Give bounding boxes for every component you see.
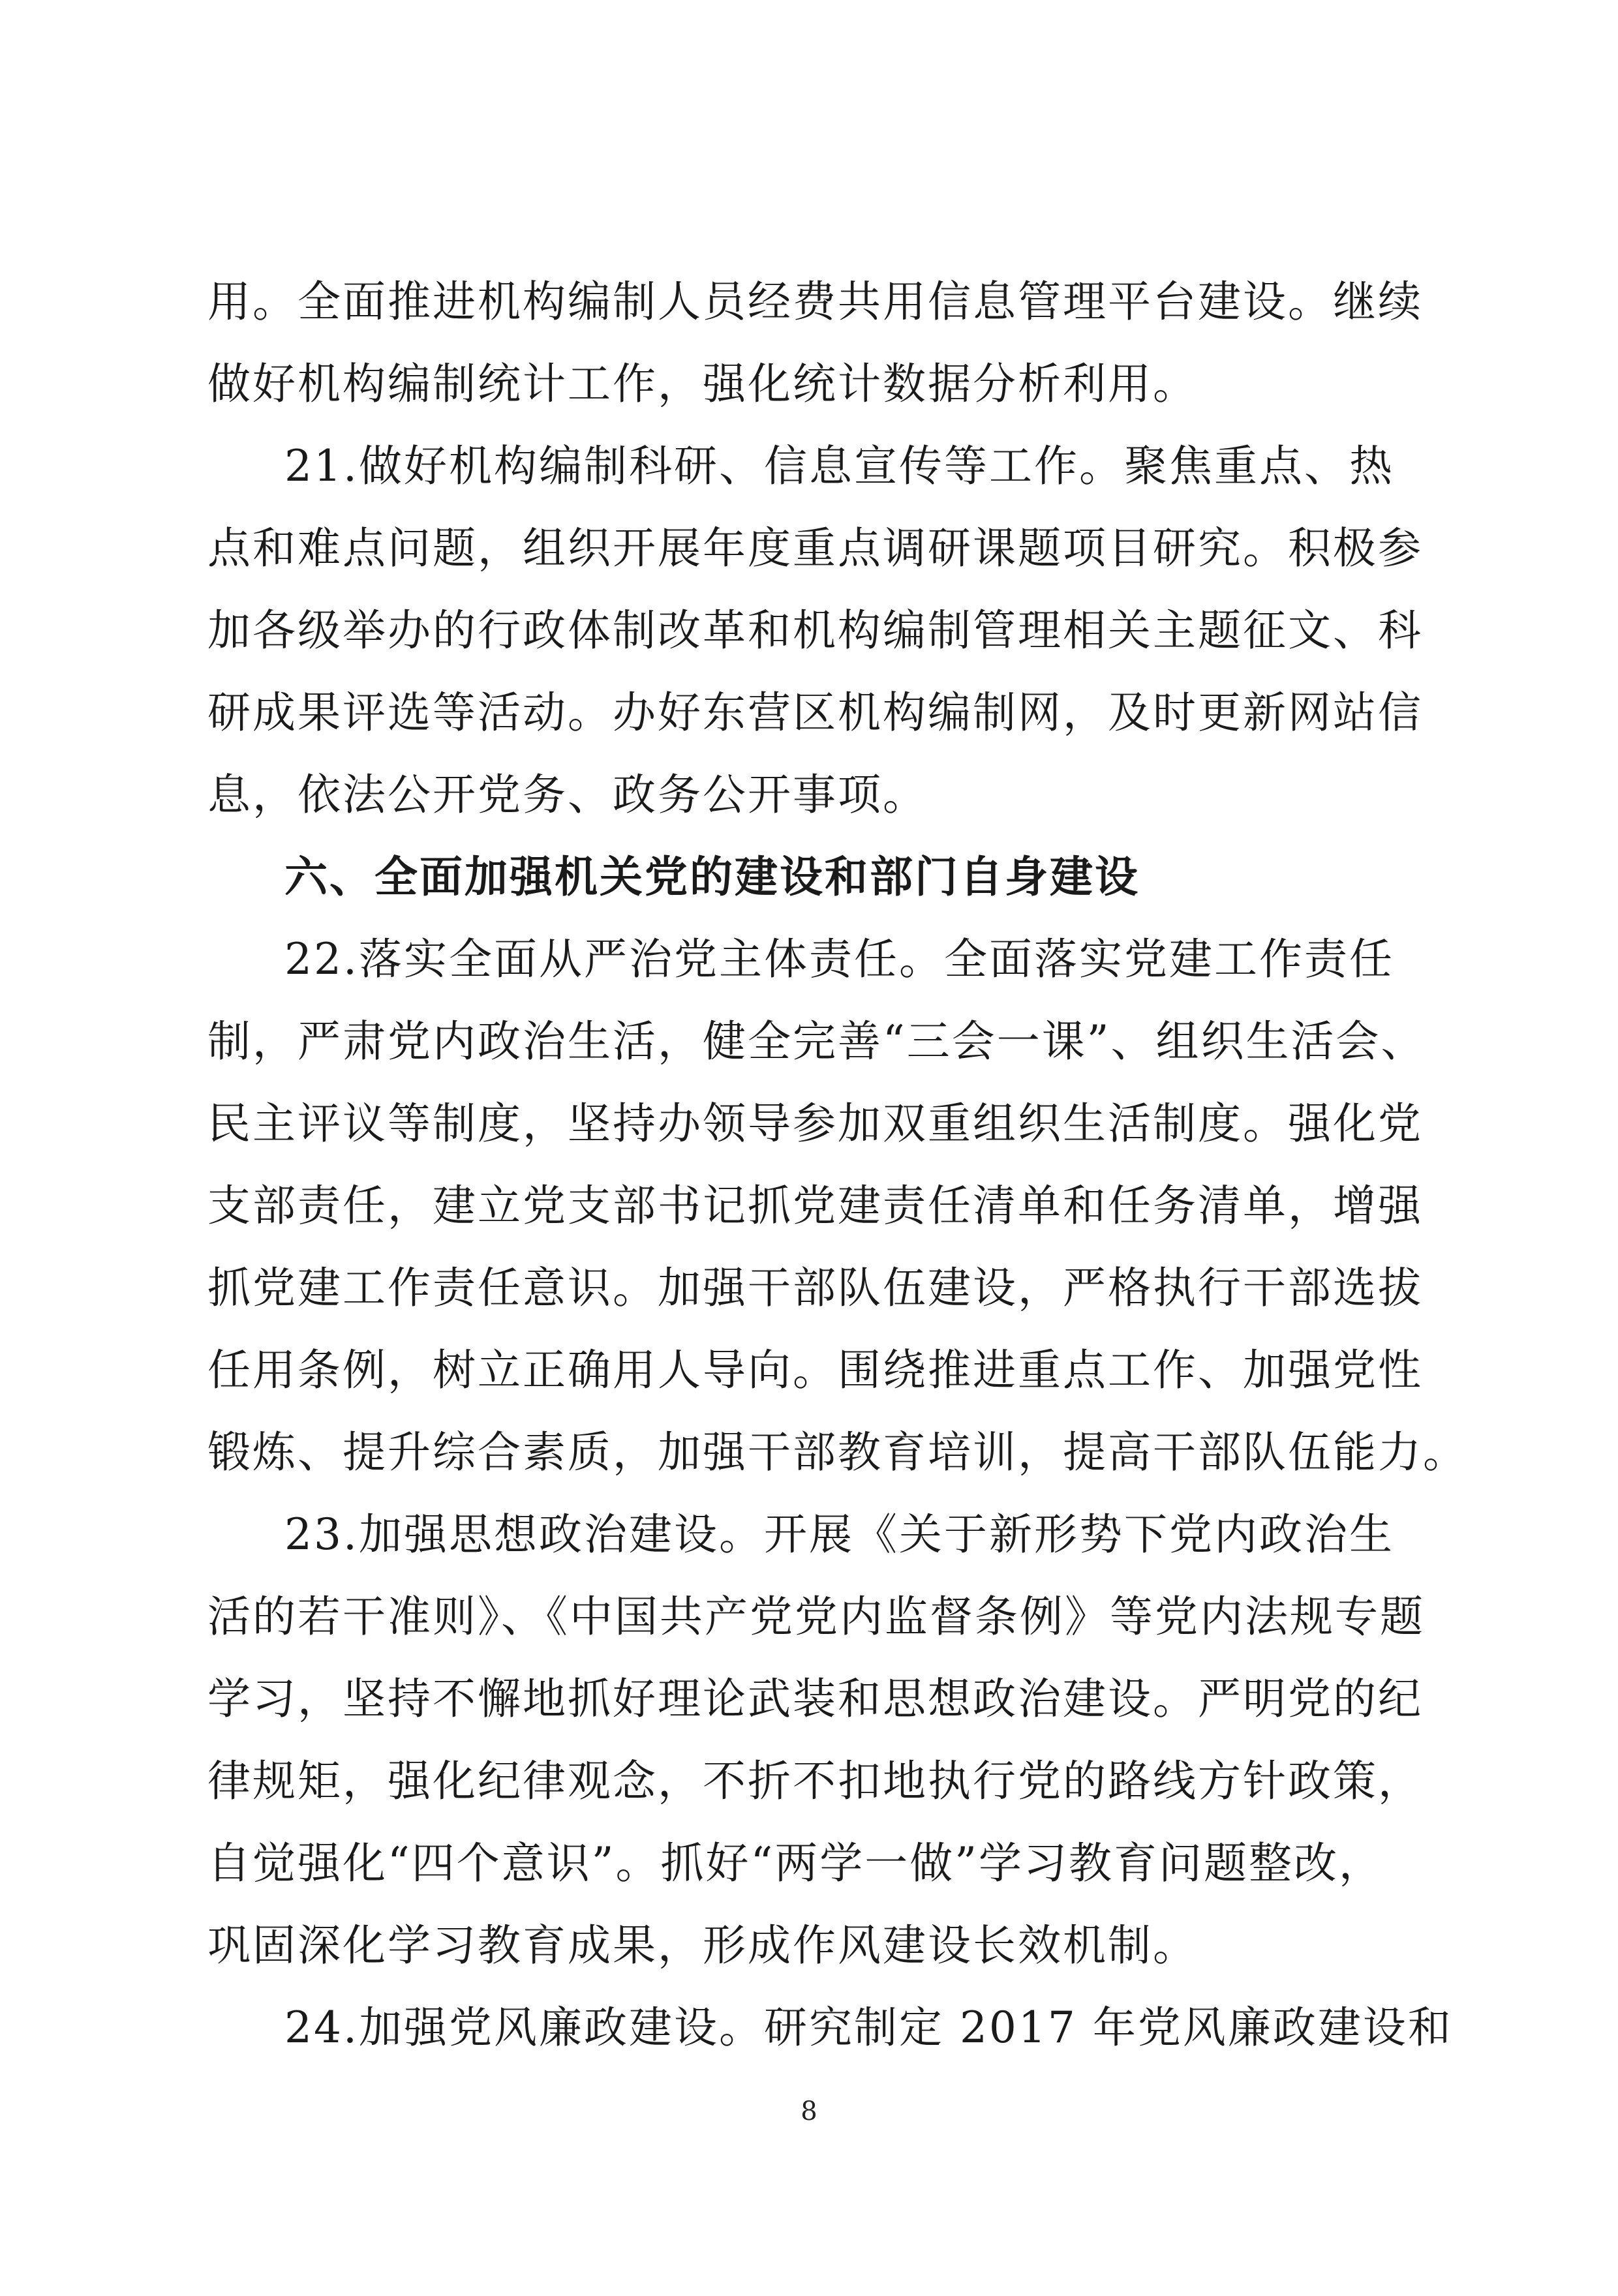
text-line: 支部责任，建立党支部书记抓党建责任清单和任务清单，增强 (207, 1181, 1423, 1231)
text-line: 研成果评选等活动。办好东营区机构编制网，及时更新网站信 (207, 687, 1423, 738)
text-line: 民主评议等制度，坚持办领导参加双重组织生活制度。强化党 (207, 1098, 1423, 1149)
section-heading: 六、全面加强机关党的建设和部门自身建设 (284, 852, 1140, 902)
text-line: 锻炼、提升综合素质，加强干部教育培训，提高干部队伍能力。 (207, 1427, 1468, 1477)
text-line: 学习，坚持不懈地抓好理论武装和思想政治建设。严明党的纪 (207, 1674, 1423, 1724)
text-line: 加各级举办的行政体制改革和机构编制管理相关主题征文、科 (207, 605, 1423, 656)
text-line: 24.加强党风廉政建设。研究制定 2017 年党风廉政建设和 (284, 2002, 1453, 2053)
text-line: 22.落实全面从严治党主体责任。全面落实党建工作责任 (284, 934, 1394, 984)
text-line: 抓党建工作责任意识。加强干部队伍建设，严格执行干部选拔 (207, 1263, 1423, 1313)
text-line: 自觉强化“四个意识”。抓好“两学一做”学习教育问题整改， (207, 1838, 1384, 1888)
document-body (207, 261, 1468, 2069)
text-line: 息，依法公开党务、政务公开事项。 (207, 770, 928, 820)
text-line: 21.做好机构编制科研、信息宣传等工作。聚焦重点、热 (284, 441, 1394, 491)
text-line: 巩固深化学习教育成果，形成作风建设长效机制。 (207, 1920, 1198, 1971)
text-line: 用。全面推进机构编制人员经费共用信息管理平台建设。继续 (207, 277, 1423, 327)
text-line: 律规矩，强化纪律观念，不折不扣地执行党的路线方针政策， (207, 1756, 1423, 1806)
text-line: 制，严肃党内政治生活，健全完善“三会一课”、组织生活会、 (207, 1016, 1426, 1066)
text-line: 任用条例，树立正确用人导向。围绕推进重点工作、加强党性 (207, 1345, 1423, 1395)
text-line: 23.加强思想政治建设。开展《关于新形势下党内政治生 (284, 1509, 1394, 1560)
text-line: 活的若干准则》、《中国共产党党内监督条例》等党内法规专题 (207, 1592, 1425, 1642)
page-number: 8 (801, 2096, 817, 2126)
text-line: 做好机构编制统计工作，强化统计数据分析利用。 (207, 359, 1198, 409)
text-line: 点和难点问题，组织开展年度重点调研课题项目研究。积极参 (207, 523, 1423, 573)
